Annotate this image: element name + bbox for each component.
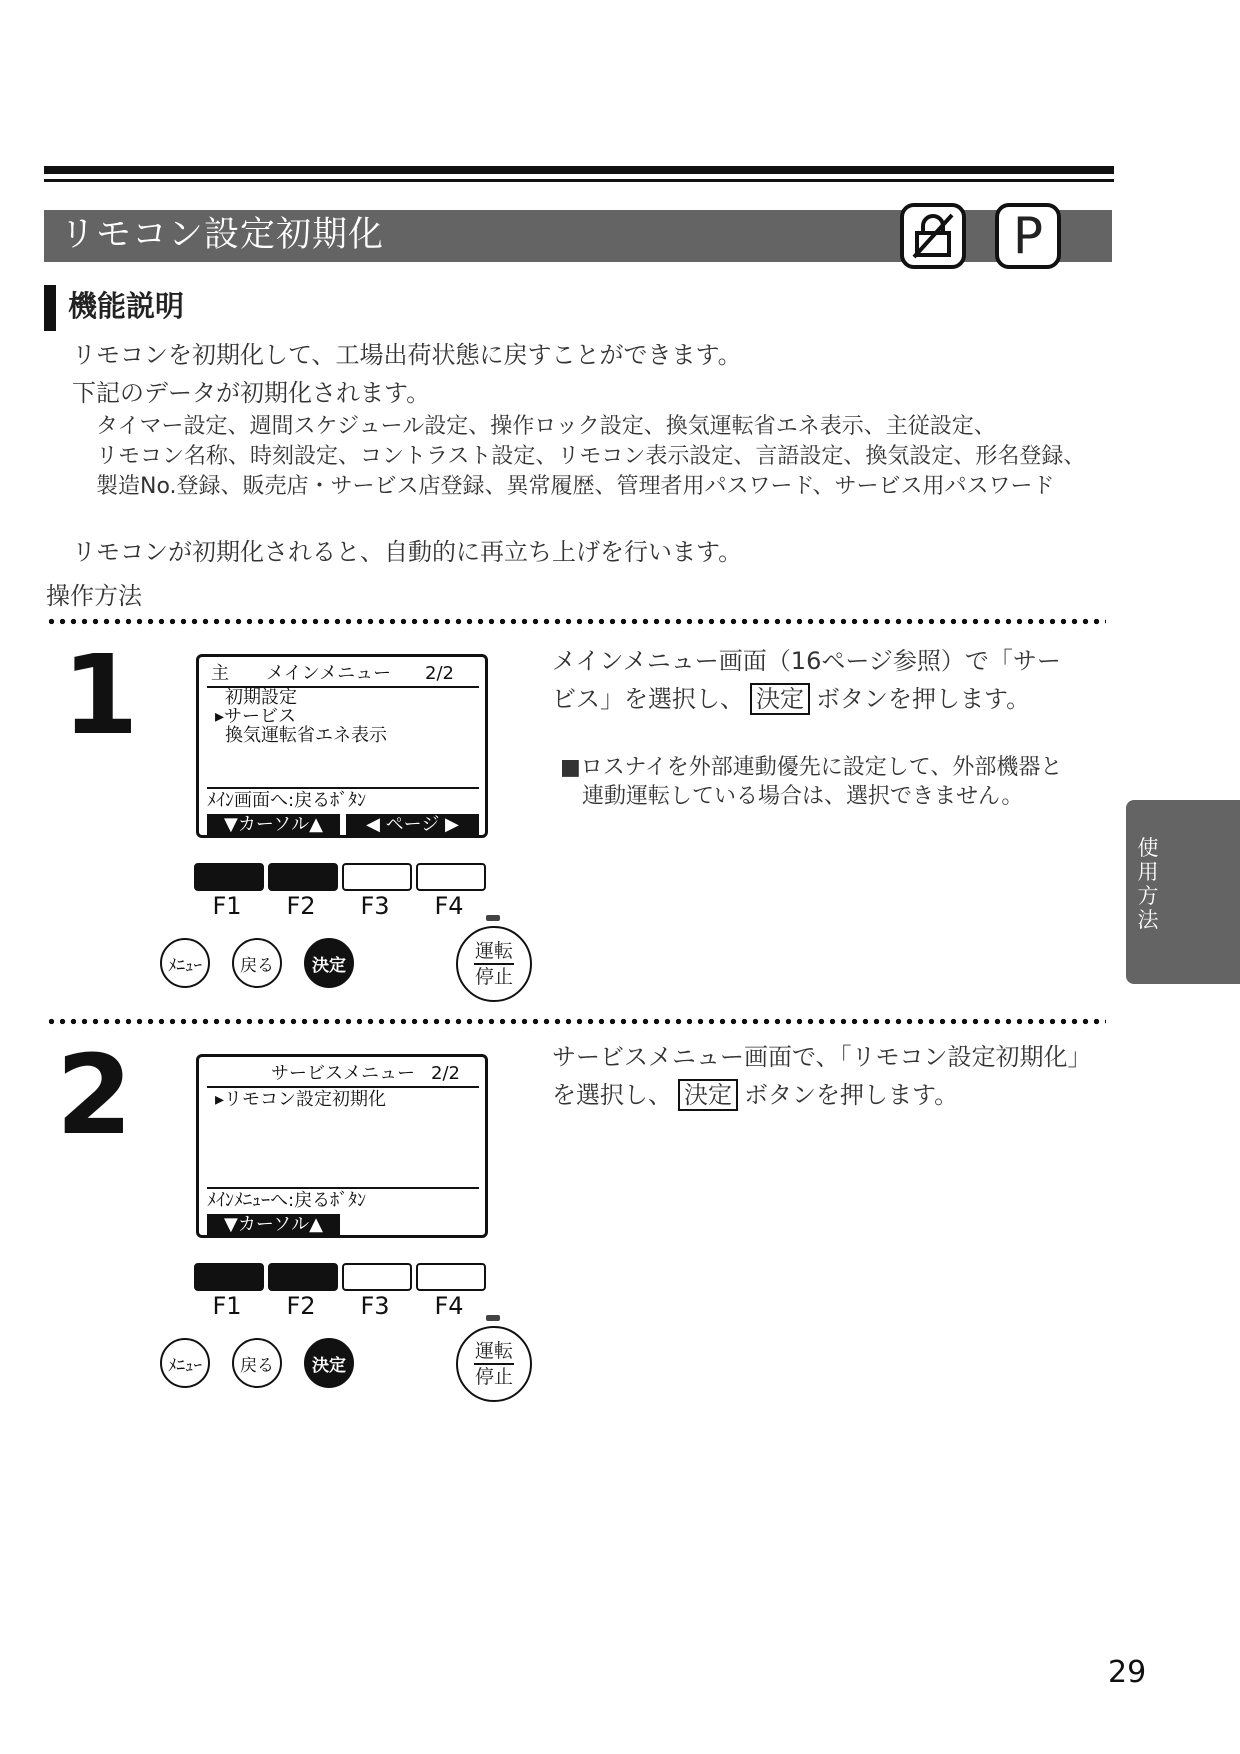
run-separator bbox=[474, 963, 514, 965]
ok-key-reference: 決定 bbox=[750, 683, 810, 715]
page-number: 29 bbox=[1108, 1655, 1147, 1690]
f1-key[interactable] bbox=[194, 863, 264, 891]
run-label: 運転 bbox=[474, 940, 513, 962]
note-line: ■ロスナイを外部連動優先に設定して、外部機器と bbox=[560, 755, 1063, 780]
f4-label: F4 bbox=[434, 892, 464, 920]
lcd-softkey-cursor: ▼カーソル▲ bbox=[207, 1214, 340, 1236]
stop-label: 停止 bbox=[474, 966, 513, 988]
f2-key[interactable] bbox=[268, 1263, 338, 1291]
lcd-footer: ﾒｲﾝﾒﾆｭｰへ:戻るﾎﾞﾀﾝ bbox=[207, 1190, 367, 1211]
f3-label: F3 bbox=[360, 892, 390, 920]
instruction-text: ボタンを押します。 bbox=[816, 685, 1031, 713]
lock-disabled-icon bbox=[900, 203, 966, 269]
lcd-rule bbox=[207, 1086, 479, 1088]
lcd-screen bbox=[196, 654, 488, 838]
step-number: 2 bbox=[56, 1031, 133, 1159]
back-button[interactable]: 戻る bbox=[232, 938, 282, 988]
lcd-menu-item: 換気運転省エネ表示 bbox=[225, 725, 387, 746]
dotted-divider bbox=[46, 618, 1106, 625]
lcd-softkey-page: ◀ ページ ▶ bbox=[346, 814, 479, 836]
section-title: 機能説明 bbox=[68, 289, 185, 323]
operation-label: 操作方法 bbox=[46, 582, 142, 610]
step-instruction: メインメニュー画面（16ページ参照）で「サー bbox=[552, 647, 1061, 675]
lcd-menu-item-selected: ▸サービス bbox=[215, 706, 297, 727]
data-list-line: 製造No.登録、販売店・サービス店登録、異常履歴、管理者用パスワード、サービス用パスワード bbox=[96, 474, 1055, 499]
lcd-menu-item: 初期設定 bbox=[225, 687, 297, 708]
note-line: 連動運転している場合は、選択できません。 bbox=[582, 784, 1024, 809]
status-led bbox=[486, 1315, 500, 1321]
lcd-screen bbox=[196, 1054, 488, 1238]
step-instruction: サービスメニュー画面で、「リモコン設定初期化」 bbox=[552, 1043, 1092, 1071]
f2-label: F2 bbox=[286, 1292, 316, 1320]
data-list-line: タイマー設定、週間スケジュール設定、操作ロック設定、換気運転省エネ表示、主従設定、 bbox=[96, 414, 996, 439]
section-marker bbox=[44, 285, 56, 331]
lcd-header-title: サービスメニュー bbox=[271, 1063, 415, 1084]
lcd-header-page: 2/2 bbox=[425, 663, 454, 684]
lcd-header-left: 主 bbox=[211, 663, 229, 684]
lcd-rule bbox=[207, 1187, 479, 1189]
side-tab-label: 使用方法 bbox=[1137, 836, 1159, 932]
menu-button[interactable]: ﾒﾆｭｰ bbox=[160, 938, 210, 988]
run-separator bbox=[474, 1363, 514, 1365]
data-list-line: リモコン名称、時刻設定、コントラスト設定、リモコン表示設定、言語設定、換気設定、形名登録、 bbox=[96, 444, 1086, 469]
f3-label: F3 bbox=[360, 1292, 390, 1320]
lcd-header-title: メインメニュー bbox=[266, 663, 392, 684]
lcd-rule bbox=[207, 787, 479, 789]
stop-label: 停止 bbox=[474, 1366, 513, 1388]
step-number: 1 bbox=[62, 631, 139, 759]
page-title: リモコン設定初期化 bbox=[60, 215, 385, 255]
p-badge: P bbox=[995, 203, 1061, 269]
instruction-text: を選択し、 bbox=[552, 1081, 672, 1109]
back-button[interactable]: 戻る bbox=[232, 1338, 282, 1388]
lcd-header-page: 2/2 bbox=[431, 1063, 460, 1084]
lcd-footer: ﾒｲﾝ画面へ:戻るﾎﾞﾀﾝ bbox=[207, 790, 367, 811]
f1-label: F1 bbox=[212, 892, 242, 920]
ok-key-reference: 決定 bbox=[678, 1079, 738, 1111]
step-instruction bbox=[552, 1078, 958, 1112]
f2-label: F2 bbox=[286, 892, 316, 920]
f4-label: F4 bbox=[434, 1292, 464, 1320]
menu-button[interactable]: ﾒﾆｭｰ bbox=[160, 1338, 210, 1388]
header-rule-thin bbox=[44, 179, 1114, 182]
desc-line-2: 下記のデータが初期化されます。 bbox=[72, 379, 431, 407]
step-instruction bbox=[552, 682, 1030, 716]
header-rule-thick bbox=[44, 166, 1114, 174]
run-label: 運転 bbox=[474, 1340, 513, 1362]
instruction-text: ビス」を選択し、 bbox=[552, 685, 744, 713]
status-led bbox=[486, 915, 500, 921]
desc-line-1: リモコンを初期化して、工場出荷状態に戻すことができます。 bbox=[72, 341, 742, 369]
lcd-menu-item-selected: ▸リモコン設定初期化 bbox=[215, 1089, 387, 1110]
lcd-softkey-cursor: ▼カーソル▲ bbox=[207, 814, 340, 836]
f2-key[interactable] bbox=[268, 863, 338, 891]
instruction-text: ボタンを押します。 bbox=[744, 1081, 959, 1109]
dotted-divider bbox=[46, 1018, 1106, 1025]
run-stop-button[interactable] bbox=[456, 926, 532, 1002]
f3-key[interactable] bbox=[342, 863, 412, 891]
f4-key[interactable] bbox=[416, 863, 486, 891]
f1-key[interactable] bbox=[194, 1263, 264, 1291]
f3-key[interactable] bbox=[342, 1263, 412, 1291]
run-stop-button[interactable] bbox=[456, 1326, 532, 1402]
ok-button[interactable]: 決定 bbox=[304, 938, 354, 988]
f4-key[interactable] bbox=[416, 1263, 486, 1291]
f1-label: F1 bbox=[212, 1292, 242, 1320]
ok-button[interactable]: 決定 bbox=[304, 1338, 354, 1388]
reboot-note: リモコンが初期化されると、自動的に再立ち上げを行います。 bbox=[72, 538, 743, 566]
